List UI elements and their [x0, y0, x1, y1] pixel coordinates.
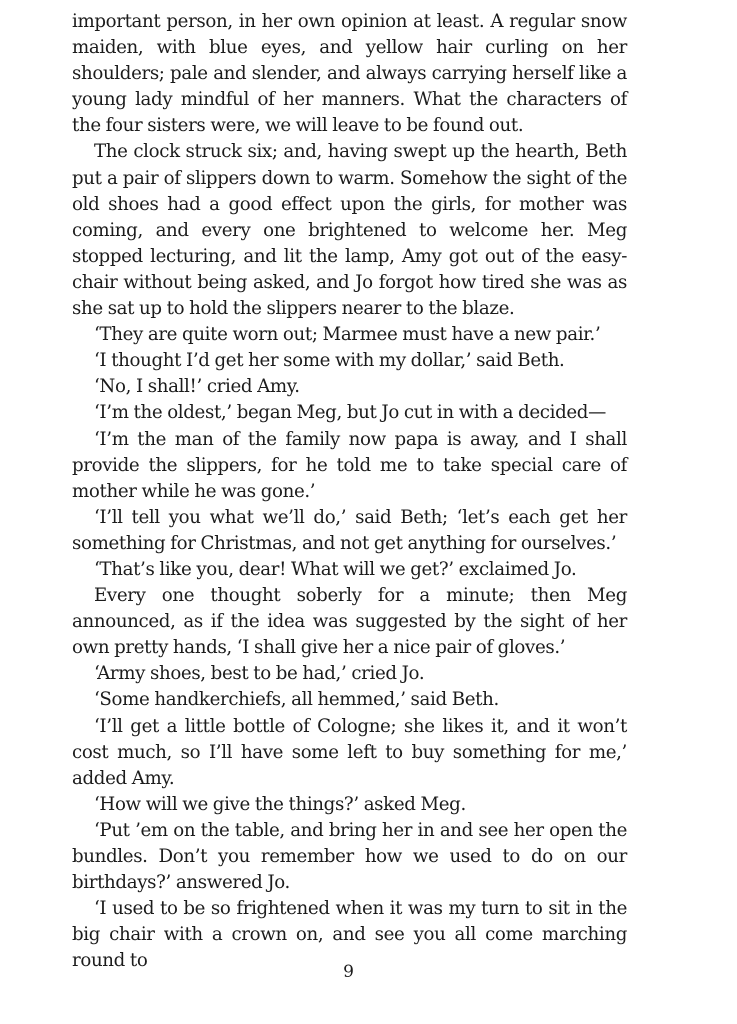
paragraph: ‘Army shoes, best to be had,’ cried Jo. — [94, 663, 425, 685]
paragraph: ‘I thought I’d get her some with my dollar,’ said Beth. — [94, 350, 565, 372]
paragraph: ‘That’s like you, dear! What will we get?’ exclaimed Jo. — [94, 558, 577, 580]
paragraph: ‘How will we give the things?’ asked Meg. — [94, 793, 466, 815]
paragraph: ‘They are quite worn out; Marmee must have a new pair.’ — [94, 324, 601, 346]
paragraph: Every one thought soberly for a minute; then Meg announced, as if the idea was suggested by the sight of her own pretty hands, ‘I shall give her a nice pair of gloves.’ — [72, 585, 627, 659]
paragraph: ‘No, I shall!’ cried Amy. — [94, 376, 300, 398]
paragraph: ‘Some handkerchiefs, all hemmed,’ said Beth. — [94, 689, 499, 711]
paragraph: The clock struck six; and, having swept up the hearth, Beth put a pair of slippers down to warm. Somehow the sight of the old shoes had a good effect upon the girls, for mother was coming, and every one brightened to welcome her. Meg stopped lecturing, and lit the lamp, Amy got out of the easy-chair without being asked, and Jo forgot how tired she was as she sat up to hold the slippers nearer to the blaze. — [72, 141, 627, 320]
paragraph: ‘I’m the oldest,’ began Meg, but Jo cut in with a decided— — [94, 402, 606, 424]
paragraph: ‘I’m the man of the family now papa is away, and I shall provide the slippers, for he told me to take special care of mother while he was gone.’ — [72, 428, 627, 502]
paragraph: ‘I’ll get a little bottle of Cologne; she likes it, and it won’t cost much, so I’ll have some left to buy something for me,’ added Amy. — [72, 715, 627, 789]
paragraph: ‘I’ll tell you what we’ll do,’ said Beth; ‘let’s each get her something for Christmas, and not get anything for ourselves.’ — [72, 506, 627, 554]
paragraph: important person, in her own opinion at least. A regular snow maiden, with blue eyes, and yellow hair curling on her shoulders; pale and slender, and always carrying herself like a young lady mindful of her manners. What the characters of the four sisters were, we will leave to be found out. — [72, 11, 627, 137]
paragraph: ‘Put ’em on the table, and bring her in and see her open the bundles. Don’t you remember how we used to do on our birthdays?’ answered Jo. — [72, 819, 627, 894]
page-number: 9 — [343, 962, 354, 982]
body-text — [72, 9, 627, 974]
paragraph: ‘I used to be so frightened when it was my turn to sit in the big chair with a crown on, and see you all come marching round to — [72, 898, 627, 972]
